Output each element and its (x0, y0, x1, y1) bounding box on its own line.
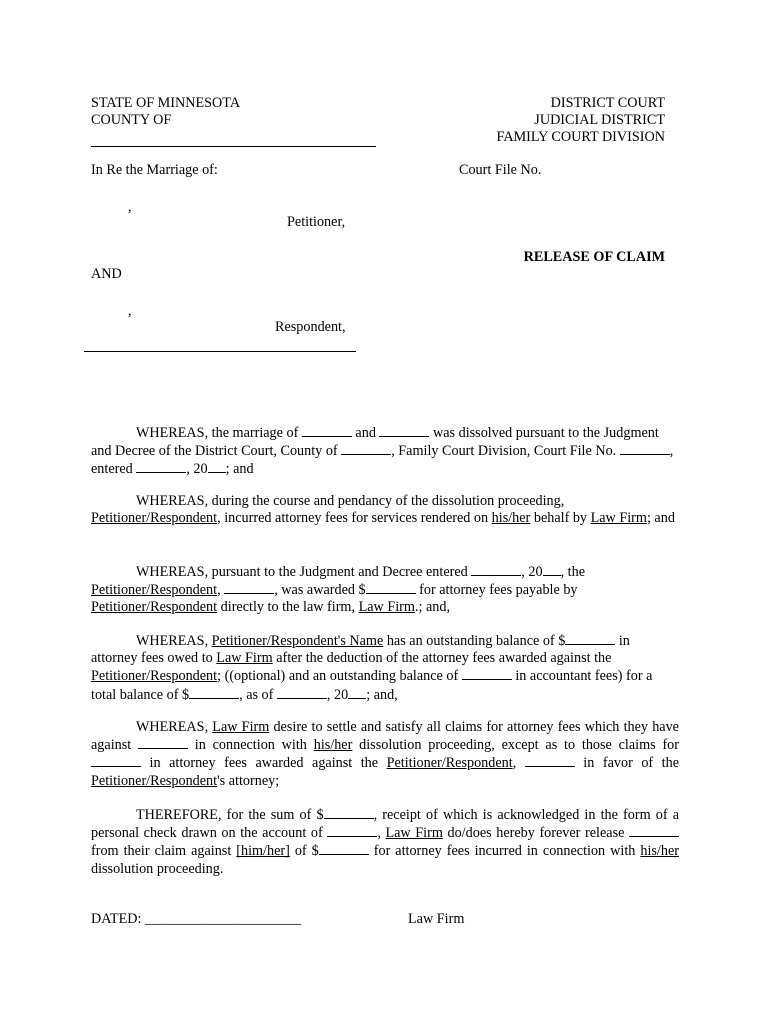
recital-2: WHEREAS, during the course and pendancy of the dissolution proceeding, Petitioner/Respondent, incurred attorney fees for services rendered on his/her behalf by Law Firm; and (91, 493, 675, 527)
petitioner-name-comma: , (128, 199, 132, 215)
caption-rule (84, 351, 356, 352)
district-label: JUDICIAL DISTRICT (534, 112, 665, 128)
law-firm-signature-label: Law Firm (408, 911, 465, 927)
recital-4: WHEREAS, Petitioner/Respondent's Name has an outstanding balance of $ in attorney fees owed to Law Firm after the deduction of the attorney fees awarded against the Petitioner/Respondent; ((optional) and an outstanding balance of in accountant fees) for a total balance of $ , as of , 20 ; and, (91, 633, 653, 703)
recital-1: WHEREAS, the marriage of and was dissolved pursuant to the Judgment and Decree of the District Court, County of , Family Court Division, Court File No. , entered , 20 ; and (91, 425, 674, 478)
blank-spouse-1 (302, 424, 352, 437)
document-title: RELEASE OF CLAIM (523, 249, 665, 265)
blank-entered-date (136, 460, 186, 473)
dated-line: DATED: ______________________ (91, 911, 302, 927)
court-file-label: Court File No. (459, 162, 542, 178)
blank-county (341, 442, 391, 455)
court-label: DISTRICT COURT (550, 95, 665, 111)
recital-3: WHEREAS, pursuant to the Judgment and Decree entered , 20 , the Petitioner/Respondent, , was awarded $ for attorney fees payable by Petitioner/Respondent directly to the law firm, Law Firm.; and, (91, 564, 585, 616)
petitioner-label: Petitioner, (287, 214, 346, 230)
and-label: AND (91, 266, 122, 282)
county-rule (91, 146, 376, 147)
respondent-label: Respondent, (275, 319, 346, 335)
division-label: FAMILY COURT DIVISION (496, 129, 665, 145)
blank-file-no (620, 442, 670, 455)
recital-5: WHEREAS, Law Firm desire to settle and satisfy all claims for attorney fees which they have against in connection with his/her dissolution proceeding, except as to those claims for in attorney fees awarded against the Petitioner/Respondent, in favor of the Petitioner/Respondent's attorney; (91, 719, 679, 789)
blank-year (208, 460, 226, 473)
respondent-name-comma: , (128, 303, 132, 319)
state-label: STATE OF MINNESOTA (91, 95, 241, 111)
blank-spouse-2 (379, 424, 429, 437)
in-re-label: In Re the Marriage of: (91, 162, 218, 178)
county-label: COUNTY OF (91, 112, 172, 128)
release-clause: THEREFORE, for the sum of $ , receipt of which is acknowledged in the form of a personal check drawn on the account of , Law Firm do/does hereby forever release from their claim against [him/her] of $ for attorney fees incurred in connection with his/her dissolution proceeding. (91, 807, 679, 877)
